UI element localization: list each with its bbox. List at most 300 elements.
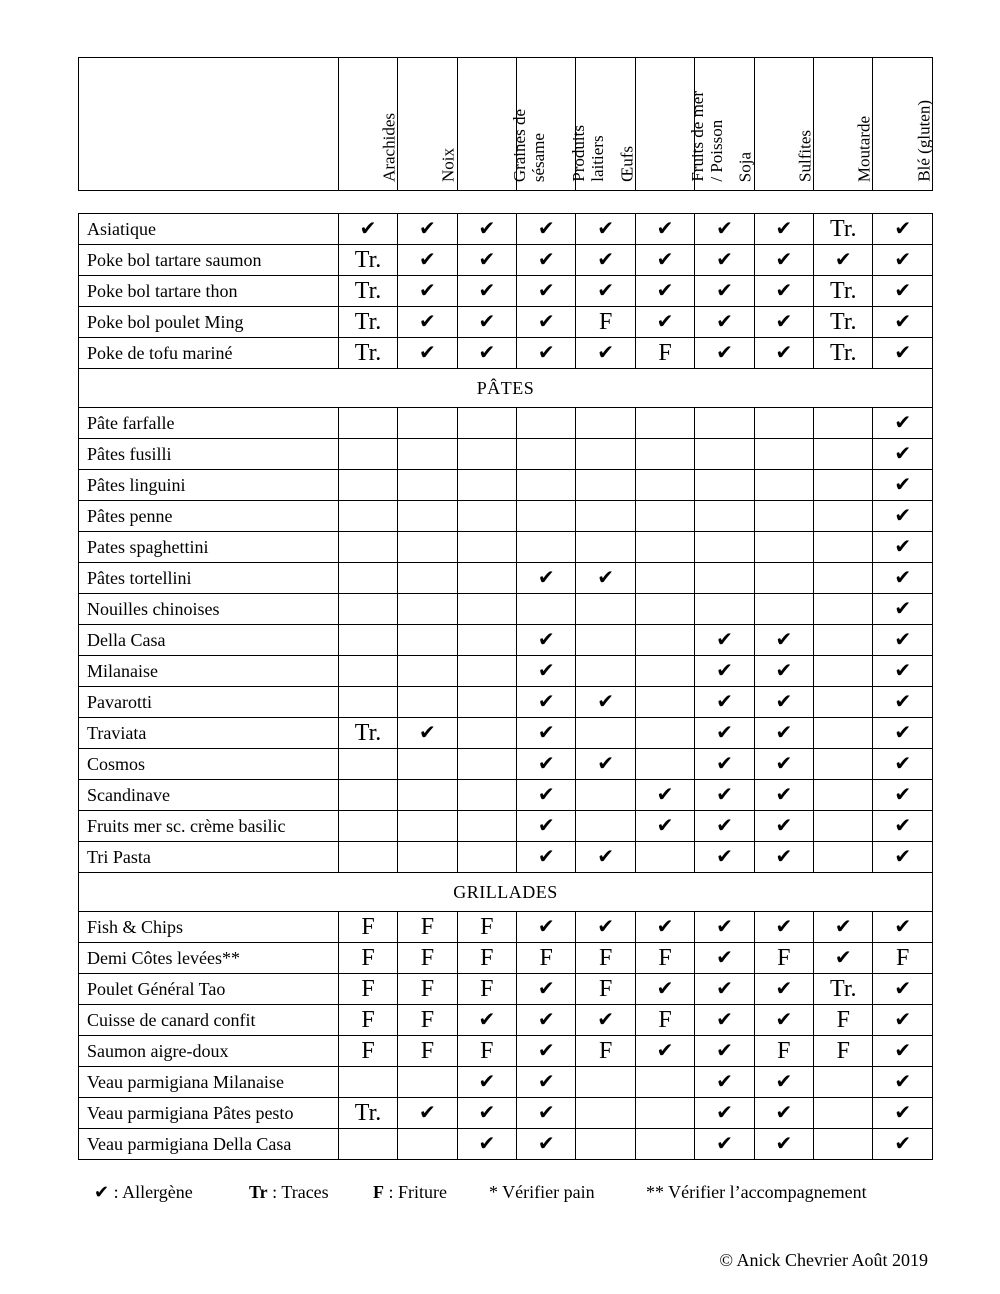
allergen-cell bbox=[814, 811, 873, 842]
dish-name: Poke de tofu mariné bbox=[79, 338, 339, 369]
column-header bbox=[635, 58, 726, 191]
allergen-cell: F bbox=[635, 943, 694, 974]
allergen-cell bbox=[814, 594, 873, 625]
allergen-cell bbox=[635, 439, 694, 470]
column-header-label: Blé (gluten) bbox=[914, 100, 934, 182]
allergen-check-icon: ✔ bbox=[814, 943, 873, 974]
allergen-cell bbox=[695, 532, 754, 563]
allergen-check-icon: ✔ bbox=[873, 1005, 933, 1036]
allergen-cell bbox=[576, 408, 635, 439]
allergen-check-icon: ✔ bbox=[576, 214, 635, 245]
allergen-cell bbox=[517, 408, 576, 439]
table-row bbox=[79, 1005, 933, 1036]
allergen-cell: F bbox=[398, 974, 457, 1005]
allergen-cell: Tr. bbox=[338, 338, 397, 369]
allergen-cell bbox=[398, 594, 457, 625]
allergen-cell bbox=[457, 625, 516, 656]
allergen-header-table bbox=[78, 57, 933, 191]
allergen-cell bbox=[754, 532, 813, 563]
allergen-check-icon: ✔ bbox=[517, 245, 576, 276]
allergen-check-icon: ✔ bbox=[517, 811, 576, 842]
column-header-label: Soja bbox=[735, 151, 755, 182]
allergen-check-icon: ✔ bbox=[517, 1098, 576, 1129]
dish-name: Saumon aigre-doux bbox=[79, 1036, 339, 1067]
allergen-cell bbox=[338, 656, 397, 687]
table-row bbox=[79, 1036, 933, 1067]
dish-name: Poke bol poulet Ming bbox=[79, 307, 339, 338]
column-header-label: Produits laitiers bbox=[569, 125, 608, 182]
allergen-cell bbox=[576, 811, 635, 842]
allergen-check-icon: ✔ bbox=[873, 408, 933, 439]
legend-side-note: ** Vérifier l’accompagnement bbox=[646, 1182, 867, 1202]
allergen-check-icon: ✔ bbox=[635, 245, 694, 276]
allergen-cell bbox=[635, 1098, 694, 1129]
allergen-cell bbox=[398, 811, 457, 842]
legend-allergen-label: : Allergène bbox=[109, 1182, 193, 1202]
dish-name: Pâtes linguini bbox=[79, 470, 339, 501]
allergen-check-icon: ✔ bbox=[457, 1067, 516, 1098]
dish-name: Pâte farfalle bbox=[79, 408, 339, 439]
table-row bbox=[79, 974, 933, 1005]
column-header-label: Œufs bbox=[617, 146, 637, 182]
allergen-cell bbox=[814, 656, 873, 687]
allergen-check-icon: ✔ bbox=[457, 338, 516, 369]
table-row bbox=[79, 656, 933, 687]
section-title: GRILLADES bbox=[79, 873, 933, 912]
allergen-cell bbox=[576, 501, 635, 532]
legend-friture-symbol: F bbox=[373, 1182, 384, 1202]
allergen-cell bbox=[338, 842, 397, 873]
allergen-check-icon: ✔ bbox=[517, 749, 576, 780]
allergen-cell bbox=[457, 563, 516, 594]
allergen-cell bbox=[635, 594, 694, 625]
table-row bbox=[79, 749, 933, 780]
allergen-cell: F bbox=[754, 943, 813, 974]
table-row bbox=[79, 943, 933, 974]
allergen-check-icon: ✔ bbox=[695, 749, 754, 780]
allergen-cell: F bbox=[457, 912, 516, 943]
table-row bbox=[79, 563, 933, 594]
allergen-check-icon: ✔ bbox=[754, 214, 813, 245]
allergen-check-icon: ✔ bbox=[695, 307, 754, 338]
table-row bbox=[79, 811, 933, 842]
allergen-cell bbox=[635, 656, 694, 687]
allergen-check-icon: ✔ bbox=[398, 276, 457, 307]
allergen-check-icon: ✔ bbox=[695, 811, 754, 842]
dish-name: Veau parmigiana Milanaise bbox=[79, 1067, 339, 1098]
allergen-check-icon: ✔ bbox=[457, 1129, 516, 1160]
allergen-check-icon: ✔ bbox=[695, 1067, 754, 1098]
allergen-cell bbox=[338, 439, 397, 470]
allergen-cell bbox=[398, 1129, 457, 1160]
allergen-check-icon: ✔ bbox=[398, 338, 457, 369]
allergen-cell: Tr. bbox=[814, 276, 873, 307]
section-header-row bbox=[79, 873, 933, 912]
allergen-check-icon: ✔ bbox=[457, 276, 516, 307]
dish-name: Fruits mer sc. crème basilic bbox=[79, 811, 339, 842]
allergen-check-icon: ✔ bbox=[754, 718, 813, 749]
allergen-cell bbox=[695, 594, 754, 625]
allergen-cell bbox=[576, 594, 635, 625]
allergen-cell bbox=[338, 470, 397, 501]
allergen-check-icon: ✔ bbox=[517, 718, 576, 749]
allergen-cell bbox=[576, 439, 635, 470]
table-row bbox=[79, 470, 933, 501]
table-row bbox=[79, 912, 933, 943]
table-row bbox=[79, 1098, 933, 1129]
allergen-cell bbox=[754, 408, 813, 439]
table-row bbox=[79, 625, 933, 656]
column-header bbox=[338, 58, 397, 191]
allergen-check-icon: ✔ bbox=[873, 1129, 933, 1160]
allergen-cell bbox=[338, 625, 397, 656]
allergen-cell bbox=[398, 625, 457, 656]
allergen-cell bbox=[338, 1067, 397, 1098]
allergen-check-icon: ✔ bbox=[635, 276, 694, 307]
table-row bbox=[79, 439, 933, 470]
allergen-check-icon: ✔ bbox=[873, 470, 933, 501]
column-header-label: Noix bbox=[438, 148, 458, 182]
allergen-cell bbox=[576, 470, 635, 501]
allergen-check-icon: ✔ bbox=[754, 780, 813, 811]
allergen-cell bbox=[457, 780, 516, 811]
allergen-cell: F bbox=[338, 943, 397, 974]
allergen-check-icon: ✔ bbox=[576, 563, 635, 594]
allergen-cell bbox=[457, 842, 516, 873]
allergen-cell bbox=[635, 1129, 694, 1160]
column-header bbox=[814, 58, 873, 191]
allergen-cell: F bbox=[576, 307, 635, 338]
allergen-cell bbox=[338, 563, 397, 594]
allergen-cell bbox=[398, 470, 457, 501]
allergen-cell bbox=[635, 687, 694, 718]
allergen-cell: F bbox=[457, 943, 516, 974]
allergen-check-icon: ✔ bbox=[754, 307, 813, 338]
allergen-check-icon: ✔ bbox=[873, 780, 933, 811]
allergen-check-icon: ✔ bbox=[873, 439, 933, 470]
allergen-check-icon: ✔ bbox=[873, 842, 933, 873]
allergen-check-icon: ✔ bbox=[873, 214, 933, 245]
allergen-check-icon: ✔ bbox=[398, 214, 457, 245]
allergen-cell bbox=[398, 563, 457, 594]
allergen-cell bbox=[338, 594, 397, 625]
allergen-cell bbox=[695, 501, 754, 532]
allergen-check-icon: ✔ bbox=[635, 974, 694, 1005]
legend-traces-symbol: Tr bbox=[249, 1182, 268, 1202]
allergen-cell: F bbox=[814, 1036, 873, 1067]
allergen-check-icon: ✔ bbox=[576, 749, 635, 780]
allergen-cell bbox=[814, 1098, 873, 1129]
allergen-cell bbox=[398, 532, 457, 563]
allergen-cell bbox=[398, 656, 457, 687]
allergen-cell: F bbox=[457, 974, 516, 1005]
allergen-check-icon: ✔ bbox=[754, 245, 813, 276]
allergen-check-icon: ✔ bbox=[754, 338, 813, 369]
allergen-check-icon: ✔ bbox=[635, 912, 694, 943]
allergen-check-icon: ✔ bbox=[873, 1036, 933, 1067]
allergen-cell bbox=[576, 656, 635, 687]
table-row bbox=[79, 501, 933, 532]
allergen-cell bbox=[338, 749, 397, 780]
allergen-check-icon: ✔ bbox=[754, 276, 813, 307]
table-row bbox=[79, 408, 933, 439]
allergen-check-icon: ✔ bbox=[576, 687, 635, 718]
allergen-check-icon: ✔ bbox=[754, 656, 813, 687]
allergen-cell bbox=[576, 1098, 635, 1129]
allergen-cell bbox=[814, 532, 873, 563]
allergen-cell bbox=[338, 501, 397, 532]
allergen-check-icon: ✔ bbox=[873, 307, 933, 338]
allergen-cell bbox=[814, 501, 873, 532]
allergen-check-icon: ✔ bbox=[576, 1005, 635, 1036]
table-row bbox=[79, 214, 933, 245]
allergen-cell bbox=[398, 1067, 457, 1098]
allergen-check-icon: ✔ bbox=[873, 501, 933, 532]
allergen-cell: F bbox=[635, 1005, 694, 1036]
allergen-check-icon: ✔ bbox=[695, 687, 754, 718]
allergen-check-icon: ✔ bbox=[873, 811, 933, 842]
allergen-check-icon: ✔ bbox=[517, 687, 576, 718]
allergen-cell bbox=[814, 1067, 873, 1098]
column-header-label: Moutarde bbox=[854, 115, 874, 182]
legend-traces-label: : Traces bbox=[267, 1182, 329, 1202]
column-header bbox=[517, 58, 608, 191]
allergen-cell bbox=[635, 1067, 694, 1098]
allergen-cell bbox=[754, 470, 813, 501]
allergen-check-icon: ✔ bbox=[695, 338, 754, 369]
allergen-check-icon: ✔ bbox=[695, 718, 754, 749]
dish-name: Asiatique bbox=[79, 214, 339, 245]
legend-bread-note: * Vérifier pain bbox=[489, 1182, 595, 1202]
allergen-cell bbox=[635, 408, 694, 439]
column-header bbox=[457, 58, 548, 191]
allergen-check-icon: ✔ bbox=[517, 974, 576, 1005]
legend-friture-label: : Friture bbox=[384, 1182, 447, 1202]
allergen-check-icon: ✔ bbox=[517, 307, 576, 338]
allergen-cell bbox=[576, 1129, 635, 1160]
allergen-cell bbox=[754, 439, 813, 470]
allergen-cell bbox=[814, 1129, 873, 1160]
allergen-check-icon: ✔ bbox=[814, 245, 873, 276]
allergen-check-icon: ✔ bbox=[398, 307, 457, 338]
dish-name: Della Casa bbox=[79, 625, 339, 656]
dish-name: Veau parmigiana Pâtes pesto bbox=[79, 1098, 339, 1129]
dish-name: Pates spaghettini bbox=[79, 532, 339, 563]
allergen-check-icon: ✔ bbox=[754, 687, 813, 718]
allergen-cell bbox=[398, 842, 457, 873]
allergen-cell bbox=[457, 532, 516, 563]
allergen-check-icon: ✔ bbox=[695, 912, 754, 943]
allergen-check-icon: ✔ bbox=[517, 276, 576, 307]
allergen-check-icon: ✔ bbox=[695, 214, 754, 245]
allergen-check-icon: ✔ bbox=[754, 625, 813, 656]
allergen-cell bbox=[398, 439, 457, 470]
allergen-cell bbox=[517, 594, 576, 625]
allergen-check-icon: ✔ bbox=[517, 563, 576, 594]
allergen-cell: F bbox=[635, 338, 694, 369]
allergen-cell: F bbox=[576, 974, 635, 1005]
dish-name: Milanaise bbox=[79, 656, 339, 687]
allergen-cell bbox=[576, 625, 635, 656]
allergen-check-icon: ✔ bbox=[754, 974, 813, 1005]
allergen-check-icon: ✔ bbox=[754, 1129, 813, 1160]
table-row bbox=[79, 842, 933, 873]
dish-name: Poke bol tartare saumon bbox=[79, 245, 339, 276]
allergen-cell bbox=[457, 594, 516, 625]
allergen-check-icon: ✔ bbox=[457, 245, 516, 276]
dish-name: Poulet Général Tao bbox=[79, 974, 339, 1005]
allergen-cell: F bbox=[398, 1036, 457, 1067]
allergen-check-icon: ✔ bbox=[754, 912, 813, 943]
dish-name: Cuisse de canard confit bbox=[79, 1005, 339, 1036]
allergen-check-icon: ✔ bbox=[695, 1036, 754, 1067]
allergen-check-icon: ✔ bbox=[873, 245, 933, 276]
legend-friture bbox=[373, 1182, 447, 1203]
table-row bbox=[79, 245, 933, 276]
allergen-cell: F bbox=[398, 1005, 457, 1036]
allergen-cell bbox=[635, 749, 694, 780]
allergen-check-icon: ✔ bbox=[754, 1005, 813, 1036]
legend-allergen bbox=[94, 1182, 193, 1203]
allergen-cell bbox=[576, 1067, 635, 1098]
allergen-cell: Tr. bbox=[814, 307, 873, 338]
allergen-check-icon: ✔ bbox=[873, 974, 933, 1005]
allergen-cell bbox=[457, 470, 516, 501]
dish-name: Cosmos bbox=[79, 749, 339, 780]
allergen-cell bbox=[517, 501, 576, 532]
allergen-check-icon: ✔ bbox=[695, 1129, 754, 1160]
allergen-check-icon: ✔ bbox=[457, 1005, 516, 1036]
allergen-cell: Tr. bbox=[814, 214, 873, 245]
section-header-row bbox=[79, 369, 933, 408]
allergen-cell bbox=[338, 532, 397, 563]
allergen-check-icon: ✔ bbox=[457, 307, 516, 338]
allergen-check-icon: ✔ bbox=[398, 1098, 457, 1129]
allergen-check-icon: ✔ bbox=[338, 214, 397, 245]
allergen-check-icon: ✔ bbox=[695, 245, 754, 276]
dish-name: Pâtes tortellini bbox=[79, 563, 339, 594]
allergen-check-icon: ✔ bbox=[754, 1098, 813, 1129]
allergen-cell bbox=[695, 470, 754, 501]
allergen-check-icon: ✔ bbox=[517, 625, 576, 656]
allergen-check-icon: ✔ bbox=[754, 842, 813, 873]
allergen-check-icon: ✔ bbox=[635, 307, 694, 338]
allergen-check-icon: ✔ bbox=[517, 780, 576, 811]
allergen-cell: F bbox=[814, 1005, 873, 1036]
allergen-cell bbox=[814, 408, 873, 439]
dish-name: Pâtes fusilli bbox=[79, 439, 339, 470]
table-row bbox=[79, 532, 933, 563]
allergen-check-icon: ✔ bbox=[695, 625, 754, 656]
allergen-check-icon: ✔ bbox=[873, 749, 933, 780]
allergen-check-icon: ✔ bbox=[635, 214, 694, 245]
allergen-cell bbox=[635, 532, 694, 563]
allergen-check-icon: ✔ bbox=[695, 780, 754, 811]
allergen-cell: Tr. bbox=[338, 276, 397, 307]
allergen-check-icon: ✔ bbox=[398, 245, 457, 276]
allergen-check-icon: ✔ bbox=[635, 780, 694, 811]
table-row bbox=[79, 718, 933, 749]
allergen-check-icon: ✔ bbox=[517, 912, 576, 943]
allergen-check-icon: ✔ bbox=[873, 718, 933, 749]
allergen-check-icon: ✔ bbox=[517, 1129, 576, 1160]
allergen-cell bbox=[517, 470, 576, 501]
allergen-table-body bbox=[79, 214, 933, 1160]
check-icon: ✔ bbox=[94, 1182, 110, 1202]
column-header-label: Sulfites bbox=[795, 130, 815, 182]
allergen-cell bbox=[517, 532, 576, 563]
allergen-cell bbox=[338, 1129, 397, 1160]
allergen-check-icon: ✔ bbox=[873, 912, 933, 943]
allergen-check-icon: ✔ bbox=[873, 1067, 933, 1098]
allergen-check-icon: ✔ bbox=[517, 1036, 576, 1067]
allergen-cell bbox=[814, 625, 873, 656]
allergen-check-icon: ✔ bbox=[873, 594, 933, 625]
allergen-cell bbox=[457, 656, 516, 687]
allergen-check-icon: ✔ bbox=[517, 842, 576, 873]
allergen-cell: Tr. bbox=[338, 1098, 397, 1129]
column-header-row bbox=[79, 58, 933, 191]
allergen-cell bbox=[398, 408, 457, 439]
allergen-cell: F bbox=[338, 1005, 397, 1036]
dish-name: Scandinave bbox=[79, 780, 339, 811]
dish-name: Nouilles chinoises bbox=[79, 594, 339, 625]
allergen-check-icon: ✔ bbox=[576, 912, 635, 943]
allergen-cell: F bbox=[517, 943, 576, 974]
dish-name: Demi Côtes levées** bbox=[79, 943, 339, 974]
allergen-check-icon: ✔ bbox=[517, 656, 576, 687]
allergen-cell bbox=[338, 687, 397, 718]
column-header-label: Arachides bbox=[379, 113, 399, 182]
allergen-check-icon: ✔ bbox=[814, 912, 873, 943]
allergen-cell bbox=[338, 811, 397, 842]
allergen-check-icon: ✔ bbox=[873, 1098, 933, 1129]
allergen-cell bbox=[754, 501, 813, 532]
allergen-check-icon: ✔ bbox=[695, 656, 754, 687]
allergen-cell bbox=[457, 501, 516, 532]
allergen-check-icon: ✔ bbox=[754, 749, 813, 780]
allergen-cell bbox=[635, 842, 694, 873]
allergen-cell bbox=[338, 408, 397, 439]
table-row bbox=[79, 338, 933, 369]
allergen-cell bbox=[814, 749, 873, 780]
allergen-check-icon: ✔ bbox=[695, 276, 754, 307]
allergen-cell bbox=[695, 439, 754, 470]
table-row bbox=[79, 307, 933, 338]
column-header bbox=[576, 58, 635, 191]
table-row bbox=[79, 687, 933, 718]
table-row bbox=[79, 276, 933, 307]
allergen-cell bbox=[457, 687, 516, 718]
table-row bbox=[79, 1129, 933, 1160]
allergen-cell bbox=[814, 687, 873, 718]
dish-name: Traviata bbox=[79, 718, 339, 749]
allergen-check-icon: ✔ bbox=[635, 1036, 694, 1067]
allergen-check-icon: ✔ bbox=[695, 1098, 754, 1129]
allergen-cell bbox=[754, 563, 813, 594]
allergen-check-icon: ✔ bbox=[457, 214, 516, 245]
allergen-check-icon: ✔ bbox=[517, 338, 576, 369]
allergen-table bbox=[78, 213, 933, 1160]
allergen-cell bbox=[398, 501, 457, 532]
allergen-cell bbox=[398, 780, 457, 811]
allergen-check-icon: ✔ bbox=[517, 1005, 576, 1036]
allergen-cell bbox=[814, 439, 873, 470]
allergen-cell bbox=[695, 408, 754, 439]
allergen-cell bbox=[517, 439, 576, 470]
allergen-check-icon: ✔ bbox=[517, 214, 576, 245]
allergen-check-icon: ✔ bbox=[576, 338, 635, 369]
